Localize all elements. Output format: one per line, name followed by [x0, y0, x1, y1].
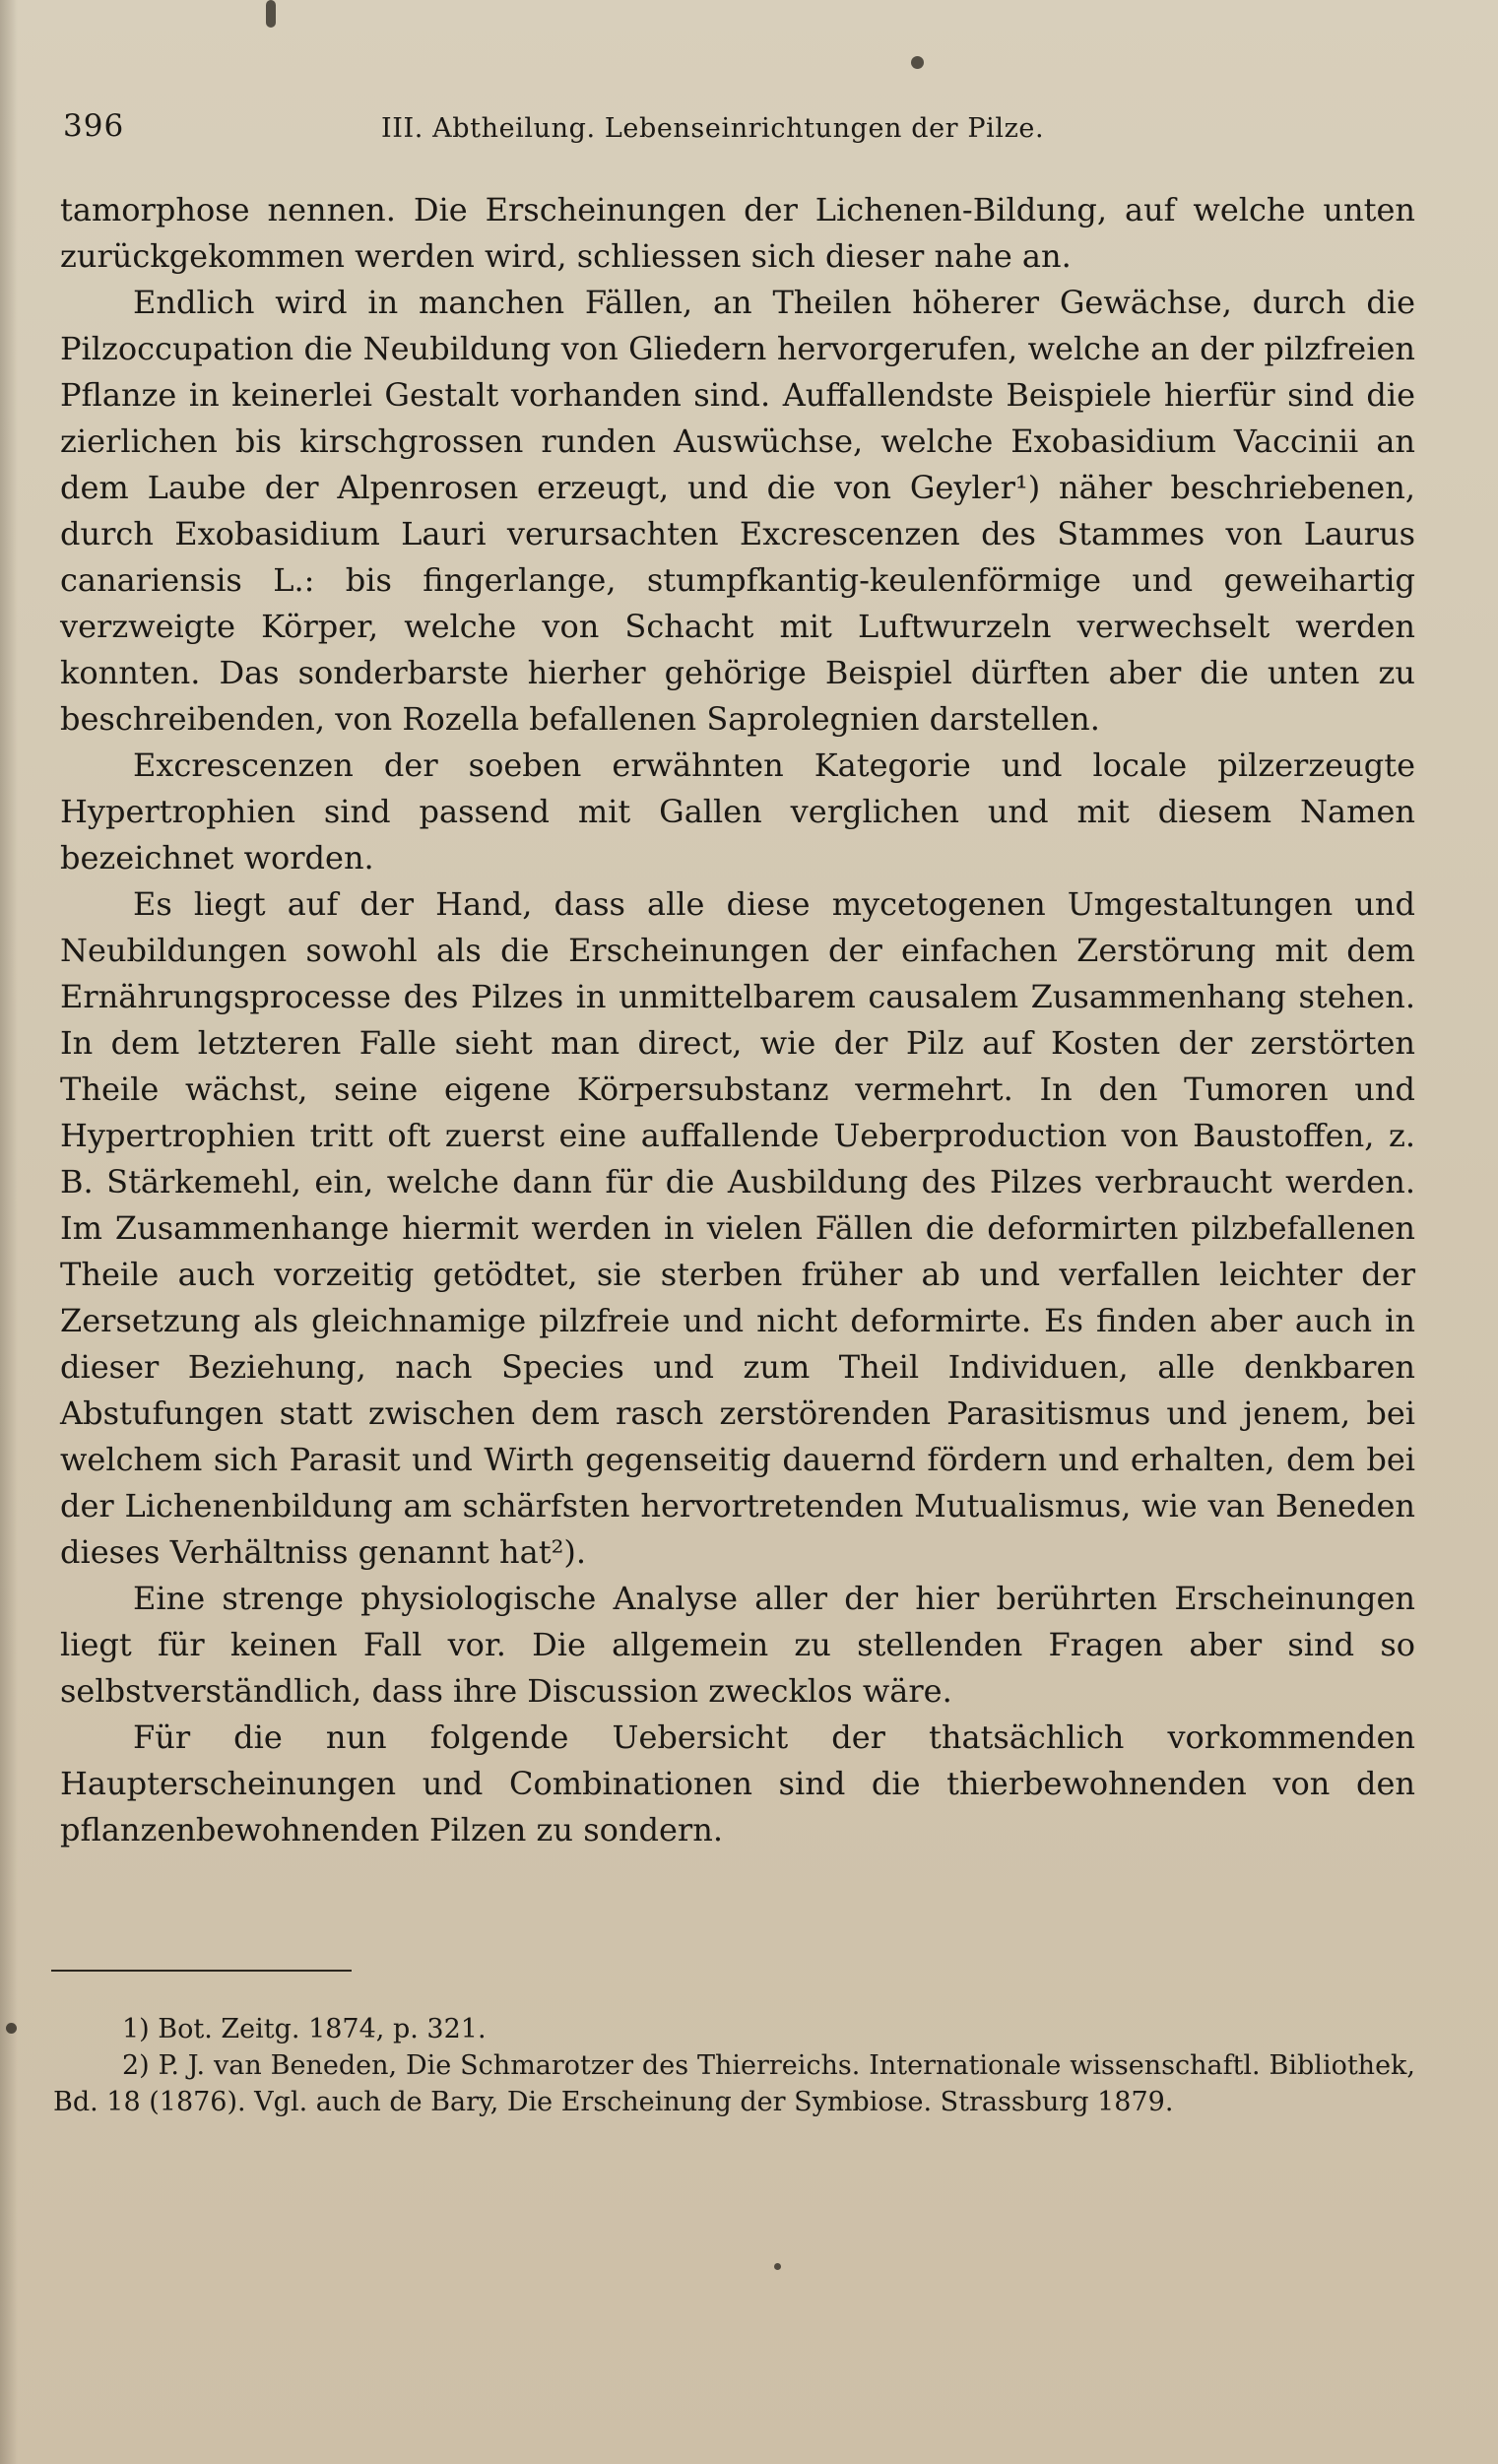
paragraph: Excrescenzen der soeben erwähnten Kategorie und locale pilzerzeugte Hypertrophien sind passend mit Gallen verglichen und mit diesem Namen bezeichnet worden.	[60, 746, 1415, 876]
paragraph: Endlich wird in manchen Fällen, an Theilen höherer Gewächse, durch die Pilzoccupation die Neubildung von Gliedern hervorgerufen, welche an der pilzfreien Pflanze in keinerlei Gestalt vorhanden sind. Auffallendste Beispiele hierfür sind die zierlichen bis kirschgrossen runden Auswüchse, welche Exobasidium Vaccinii an dem Laube der Alpenrosen erzeugt, und die von Geyler¹) näher beschriebenen, durch Exobasidium Lauri verursachten Excrescenzen des Stammes von Laurus canariensis L.: bis fingerlange, stumpfkantig-keulenförmige und geweihartig verzweigte Körper, welche von Schacht mit Luftwurzeln verwechselt werden konnten. Das sonderbarste hierher gehörige Beispiel dürften aber die unten zu beschreibenden, von Rozella befallenen Saprolegnien darstellen.	[60, 284, 1415, 738]
footnote-divider	[51, 1970, 352, 1972]
footnotes	[53, 2011, 1415, 2120]
footnote: 2) P. J. van Beneden, Die Schmarotzer des Thierreichs. Internationale wissenschaftl. Bibliothek, Bd. 18 (1876). Vgl. auch de Bary, Die Erscheinung der Symbiose. Strassburg 1879.	[53, 2050, 1415, 2117]
ink-speck	[6, 2023, 17, 2034]
body-text	[60, 187, 1415, 1853]
paragraph: Es liegt auf der Hand, dass alle diese mycetogenen Umgestaltungen und Neubildungen sowohl als die Erscheinungen der einfachen Zerstörung mit dem Ernährungsprocesse des Pilzes in unmittelbarem causalem Zusammenhang stehen. In dem letzteren Falle sieht man direct, wie der Pilz auf Kosten der zerstörten Theile wächst, seine eigene Körpersubstanz vermehrt. In den Tumoren und Hypertrophien tritt oft zuerst eine auffallende Ueberproduction von Baustoffen, z. B. Stärkemehl, ein, welche dann für die Ausbildung des Pilzes verbraucht werden. Im Zusammenhange hiermit werden in vielen Fällen die deformirten pilzbefallenen Theile auch vorzeitig getödtet, sie sterben früher ab und verfallen leichter der Zersetzung als gleichnamige pilzfreie und nicht deformirte. Es finden aber auch in dieser Beziehung, nach Species und zum Theil Individuen, alle denkbaren Abstufungen statt zwischen dem rasch zerstörenden Parasitismus und jenem, bei welchem sich Parasit und Wirth gegenseitig dauernd fördern und erhalten, dem bei der Lichenenbildung am schärfsten hervortretenden Mutualismus, wie van Beneden dieses Verhältniss genannt hat²).	[60, 885, 1415, 1571]
paragraph: tamorphose nennen. Die Erscheinungen der Lichenen-Bildung, auf welche unten zurückgekommen werden wird, schliessen sich dieser nahe an.	[60, 191, 1415, 275]
page-number: 396	[63, 108, 125, 144]
page-edge-shadow	[0, 0, 18, 2464]
ink-speck	[774, 2263, 781, 2270]
running-head: III. Abtheilung. Lebenseinrichtungen der Pilze.	[381, 113, 1045, 144]
footnote: 1) Bot. Zeitg. 1874, p. 321.	[122, 2014, 487, 2044]
ink-speck	[911, 56, 924, 69]
page-header	[63, 108, 1422, 148]
paragraph: Für die nun folgende Uebersicht der thatsächlich vorkommenden Haupterscheinungen und Combinationen sind die thierbewohnenden von den pflanzenbewohnenden Pilzen zu sondern.	[60, 1718, 1415, 1848]
ink-speck	[266, 0, 276, 28]
paragraph: Eine strenge physiologische Analyse aller der hier berührten Erscheinungen liegt für keinen Fall vor. Die allgemein zu stellenden Fragen aber sind so selbstverständlich, dass ihre Discussion zwecklos wäre.	[60, 1580, 1415, 1710]
